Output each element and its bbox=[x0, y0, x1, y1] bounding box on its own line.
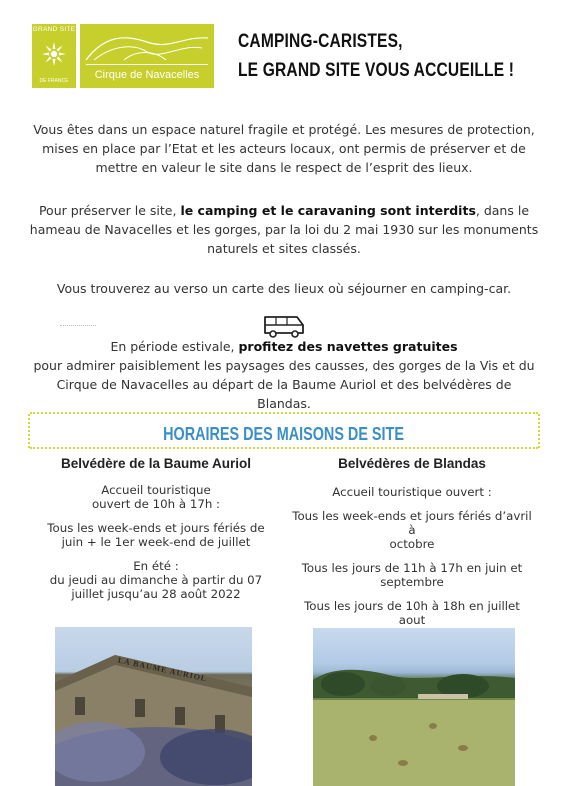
faint-dotted-mark bbox=[60, 325, 96, 326]
baume-auriol-sign: LA BAUME AURIOL bbox=[117, 655, 208, 684]
right-c2: septembre bbox=[380, 575, 444, 589]
navettes-line-1a: En période estivale, bbox=[110, 339, 239, 354]
dotted-border-bottom bbox=[30, 447, 538, 449]
left-column-body bbox=[40, 483, 272, 601]
intro-p2-line-1c: , dans le bbox=[475, 203, 530, 218]
navettes-line-2: pour admirer paisiblement les paysages des causses, des gorges de la Vis et du bbox=[33, 358, 535, 373]
headline-line-1: CAMPING-CARISTES, bbox=[238, 31, 403, 52]
intro-p1-line-1: Vous êtes dans un espace naturel fragile et protégé. Les mesures de protection, bbox=[33, 122, 535, 137]
right-b2: octobre bbox=[389, 537, 435, 551]
right-b1: Tous les week-ends et jours fériés d’avril à bbox=[292, 509, 532, 537]
left-column-heading: Belvédère de la Baume Auriol bbox=[60, 456, 252, 471]
landscape-logo-drawing bbox=[84, 30, 210, 64]
intro-p2-line-2: hameau de Navacelles et les gorges, par la loi du 2 mai 1930 sur les monuments bbox=[29, 222, 539, 237]
intro-p1-line-3: mettre en valeur le site dans le respect de l’esprit des lieux. bbox=[95, 160, 473, 175]
logo-small-top-text: GRAND SITE bbox=[32, 26, 76, 33]
intro-p1-line-2: mises en place par l’Etat et les acteurs locaux, ont permis de préserver et de bbox=[42, 141, 526, 156]
intro-p2-line-3: naturels et sites classés. bbox=[207, 241, 361, 256]
logo-name: Cirque de Navacelles bbox=[94, 69, 200, 81]
left-c3: juillet jusqu’au 28 août 2022 bbox=[71, 587, 241, 601]
headline-line-2: LE GRAND SITE VOUS ACCUEILLE ! bbox=[238, 60, 515, 81]
left-a1: Accueil touristique bbox=[101, 483, 211, 497]
cirque-de-navacelles-logo bbox=[80, 24, 214, 88]
camping-forbidden-text: le camping et le caravaning sont interdits bbox=[180, 203, 476, 218]
right-column-body bbox=[290, 485, 534, 627]
left-c2: du jeudi au dimanche à partir du 07 bbox=[49, 573, 263, 587]
right-d1: Tous les jours de 10h à 18h en juillet aout bbox=[304, 599, 520, 627]
horaires-title bbox=[28, 421, 540, 447]
sun-burst-icon bbox=[41, 41, 67, 67]
intro-p2-line-1a: Pour préserver le site, bbox=[38, 203, 181, 218]
navettes-paragraph bbox=[28, 337, 540, 413]
shuttle-van-icon bbox=[262, 313, 306, 339]
logo-small-bottom-text: DE FRANCE bbox=[39, 78, 69, 84]
right-c1: Tous les jours de 11h à 17h en juin et bbox=[301, 561, 523, 575]
navettes-free-text: profitez des navettes gratuites bbox=[238, 339, 458, 354]
dotted-border-top bbox=[30, 412, 538, 414]
intro-paragraph-3: Vous trouverez au verso un carte des lieux où séjourner en camping-car. bbox=[56, 281, 512, 296]
grand-site-de-france-logo bbox=[32, 24, 76, 88]
horaires-title-text: HORAIRES DES MAISONS DE SITE bbox=[163, 424, 405, 444]
intro-paragraph-2 bbox=[28, 201, 540, 258]
baume-auriol-photo bbox=[55, 627, 252, 786]
right-a1: Accueil touristique ouvert : bbox=[332, 485, 492, 499]
left-a2: ouvert de 10h à 17h : bbox=[91, 497, 221, 511]
left-b1: Tous les week-ends et jours fériés de bbox=[47, 521, 265, 535]
left-c1: En été : bbox=[133, 559, 179, 573]
blandas-photo bbox=[313, 628, 515, 786]
intro-paragraph-1 bbox=[28, 120, 540, 177]
logo-divider bbox=[86, 64, 208, 65]
left-b2: juin + le 1er week-end de juillet bbox=[61, 535, 251, 549]
right-column-heading: Belvédères de Blandas bbox=[338, 456, 486, 471]
navettes-line-3: Cirque de Navacelles au départ de la Baume Auriol et des belvédères de Blandas. bbox=[56, 377, 512, 411]
